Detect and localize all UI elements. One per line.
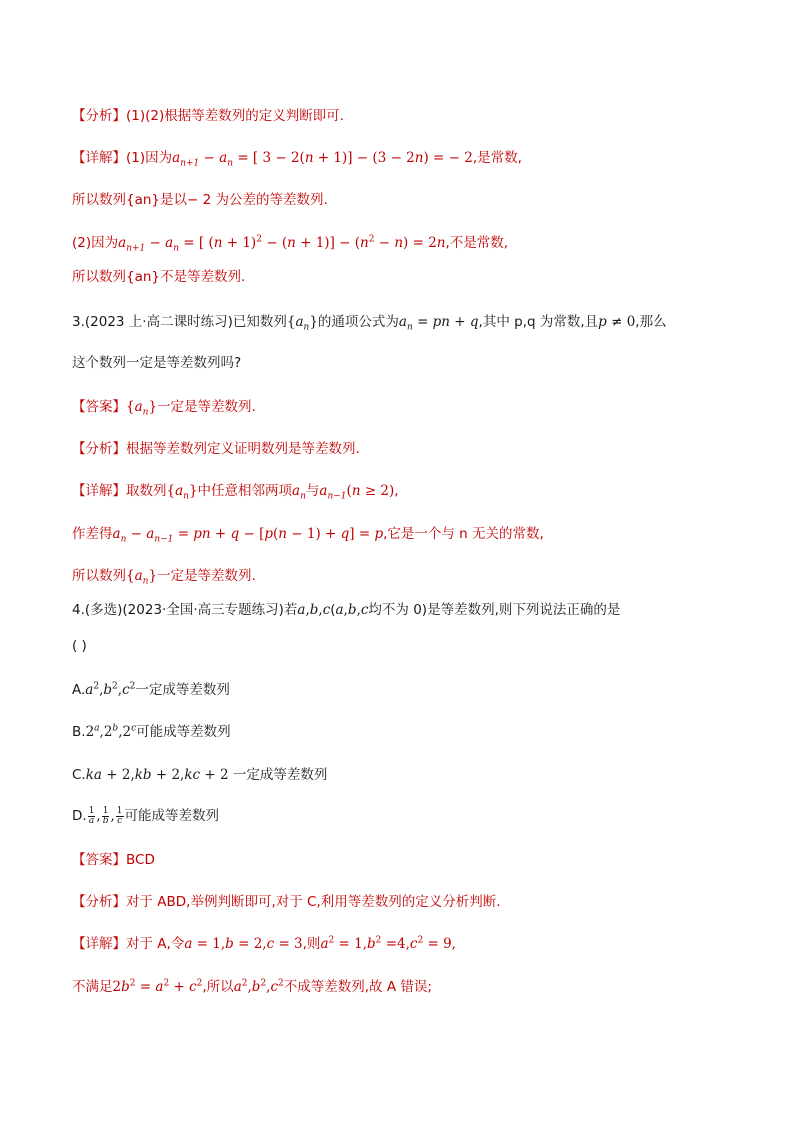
question-4-blank: ( ) [72,638,87,654]
answer-4-text: 【答案】BCD [72,852,155,868]
option-b-label: B. [72,724,86,740]
formula-diff-1: $a_{n+1} - a_n$ = [ 3 − 2(n + 1)] − (3 − 2n) = − 2 [172,150,473,169]
detail-4-line-2 [72,977,432,997]
detail-3-text-b: 中任意相邻两项 [197,483,293,499]
option-a-math: $a^2,b^2,c^2$ [85,681,136,698]
detail-line-1 [72,148,522,168]
answer-3-text: 一定是等差数列. [157,399,256,415]
detail-text-1a: 【详解】(1)因为 [72,150,173,166]
analysis-4-text: 【分析】对于 ABD,举例判断即可,对于 C,利用等差数列的定义分析判断. [72,894,501,910]
option-c-math: ka + 2,kb + 2,kc + 2 [85,767,233,783]
vars-abc-2: a,b,c [335,602,369,618]
seq-a-n: $\{a_n\}$ [166,483,198,502]
detail-text-1b: ,是常数, [472,150,522,166]
frac-1-a: $\frac{1}{a}$ [88,805,95,826]
question-4-text-b: ( [330,602,336,618]
option-d-label: D. [72,808,87,824]
analysis-text-1: 【分析】(1)(2)根据等差数列的定义判断即可. [72,108,345,124]
formula-difference: $a_n - a_{n-1}$ = pn + q − [p(n − 1) + q] = p [112,526,384,545]
option-c-text: 一定成等差数列 [232,767,328,783]
formula-squares-list: $a^2,b^2,c^2$ [233,978,284,995]
answer-3 [72,397,256,417]
answer-3-label: 【答案】 [72,399,126,415]
detail-line-4 [72,267,245,287]
analysis-3 [72,439,360,459]
detail-line-3 [72,233,508,253]
detail-text-4: 所以数列{an}不是等差数列. [72,269,246,285]
formula-condition: $2b^2 = a^2 + c^2$ [112,978,203,995]
question-4-line-1 [72,600,620,620]
option-c-label: C. [72,767,86,783]
detail-4-text-b: ,则 [302,936,321,952]
detail-line-2 [72,190,328,210]
detail-3-text-h: 一定是等差数列. [157,568,256,584]
option-c [72,765,327,785]
detail-3-text-a: 【详解】取数列 [72,483,167,499]
option-b [72,722,231,742]
detail-3-line-3 [72,566,256,586]
question-3-line-2 [72,353,241,373]
detail-4-line-1 [72,934,456,954]
vars-abc: a,b,c [297,602,331,618]
term-a-n: $a_n$ [292,483,306,502]
detail-3-line-1 [72,481,399,501]
question-4-line-2 [72,636,87,656]
formula-squares: $a^2 = 1,b^2 =4,c^2 = 9$, [320,935,456,952]
formula-general-term: $a_n$ = pn + q [398,314,479,333]
detail-3-line-2 [72,524,544,544]
question-4-text-c: 均不为 0)是等差数列,则下列说法正确的是 [368,602,621,618]
detail-3-text-c: 与 [305,483,320,499]
seq-a-n: $\{a_n\}$ [126,399,158,418]
detail-3-text-e: 作差得 [72,526,113,542]
detail-3-text-d: , [394,483,399,499]
analysis-3-text: 【分析】根据等差数列定义证明数列是等差数列. [72,441,360,457]
answer-4 [72,850,155,870]
detail-4-text-c: 不满足 [72,979,113,995]
question-3-line-1 [72,312,667,332]
frac-1-b: $\frac{1}{b}$ [102,805,109,826]
analysis-line-1 [72,106,344,126]
detail-4-text-e: 不成等差数列,故 A 错误; [283,979,432,995]
option-b-math: 2$^a$,2$^b$,2$^c$ [85,723,137,740]
option-d-text: 可能成等差数列 [124,808,220,824]
detail-3-text-f: ,它是一个与 n 无关的常数, [383,526,544,542]
detail-3-text-g: 所以数列 [72,568,126,584]
option-b-text: 可能成等差数列 [136,724,231,740]
detail-text-2: 所以数列{an}是以− 2 为公差的等差数列. [72,192,328,208]
option-a [72,680,230,700]
analysis-4 [72,892,501,912]
option-a-text: 一定成等差数列 [135,682,230,698]
detail-4-text-d: ,所以 [202,979,234,995]
question-3-text-b: 的通项公式为 [317,314,399,330]
detail-text-3b: ,不是常数, [445,235,509,251]
seq-a-n: $\{a_n\}$ [126,568,158,587]
seq-a-n: $\{a_n\}$ [286,314,318,333]
question-3-text-c: ,其中 p,q 为常数,且 [478,314,599,330]
option-d: D. $\frac{1}{a}$ , $\frac{1}{b}$ , $\frac{1}{c}$ 可能成等差数列 [72,805,220,826]
term-a-n-minus-1: $a_{n-1}(n \ge 2)$ [319,483,395,502]
frac-1-c: $\frac{1}{c}$ [116,805,123,826]
detail-4-text-a: 【详解】对于 A,令 [72,936,185,952]
question-3-text-d: ,那么 [635,314,667,330]
question-3-text-a: 3.(2023 上·高二课时练习)已知数列 [72,314,287,330]
question-4-text-a: 4.(多选)(2023·全国·高三专题练习)若 [72,602,298,618]
formula-p-nonzero: p ≠ 0 [598,314,636,330]
question-3-text-e: 这个数列一定是等差数列吗? [72,355,242,371]
option-a-label: A. [72,682,86,698]
detail-text-3a: (2)因为 [72,235,119,251]
formula-diff-2: $a_{n+1} - a_n$ = [ $(n + 1)^2 - (n + 1)] - (n^2 - n) = 2n$ [118,234,446,254]
formula-assign: a = 1,b = 2,c = 3 [184,936,303,952]
